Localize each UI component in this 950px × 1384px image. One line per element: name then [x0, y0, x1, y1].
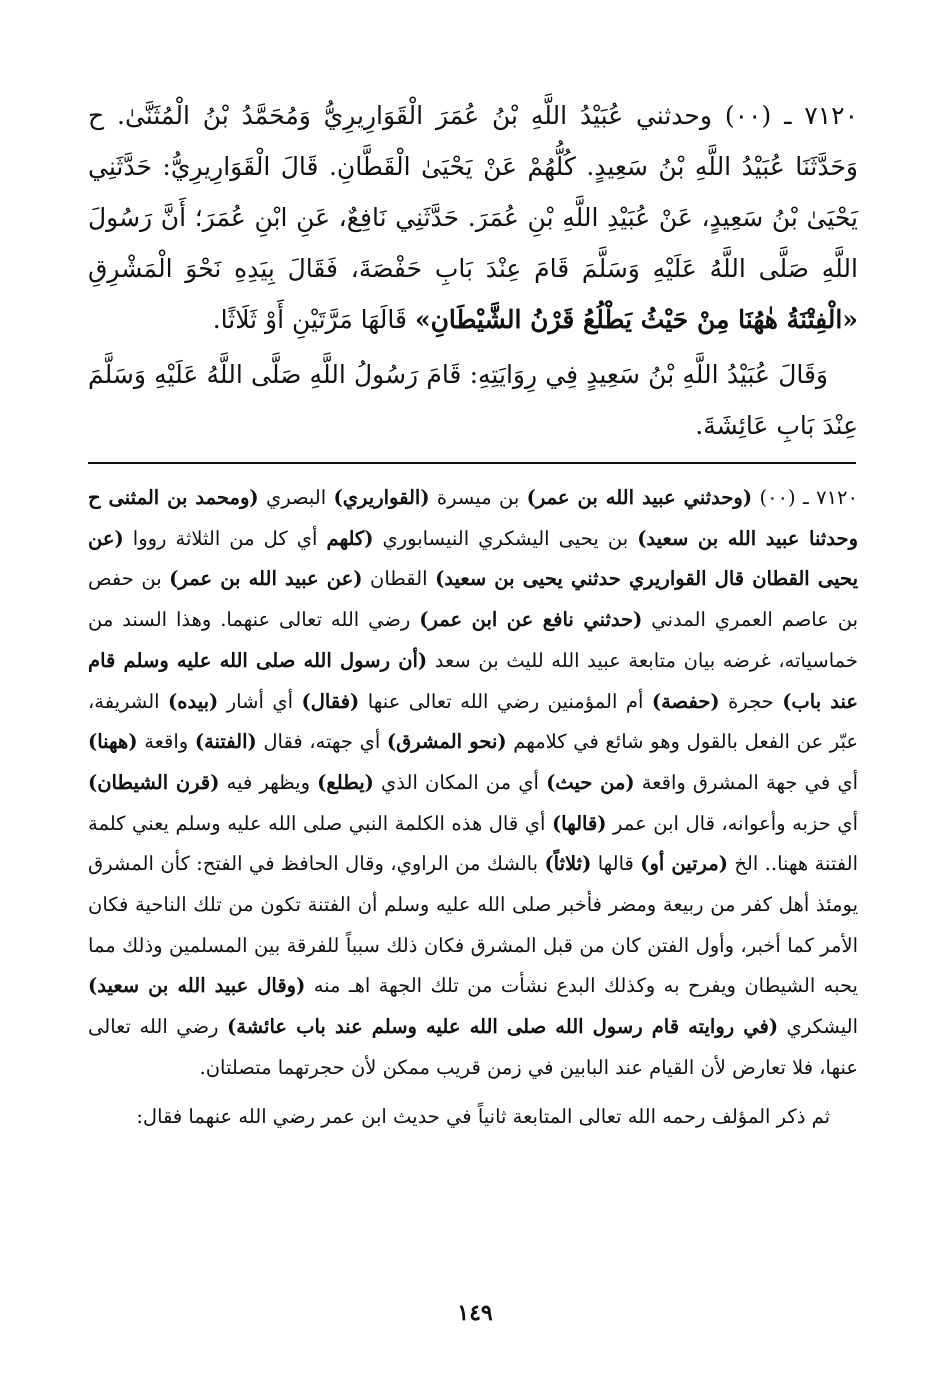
matn-section [88, 90, 858, 451]
commentary-bold-segment: (من حيث) [546, 770, 635, 794]
commentary-segment: ٧١٢٠ ـ (٠٠) [752, 486, 858, 509]
commentary-bold-segment: (فقال) [301, 689, 360, 713]
commentary-segment: قالها [591, 852, 641, 876]
hadith-isnad-text: وحدثني عُبَيْدُ اللَّهِ بْنُ عُمَرَ الْقَوَارِيرِيُّ وَمُحَمَّدُ بْنُ الْمُثَنَّىٰ. ح وَحَدَّثَنَا عُبَيْدُ اللَّهِ بْنُ سَعِيدٍ. كُلُّهُمْ عَنْ يَحْيَىٰ الْقَطَّانِ. قَالَ الْقَوَارِيرِيُّ: حَدَّثَنِي يَحْيَىٰ بْنُ سَعِيدٍ، عَنْ عُبَيْدِ اللَّهِ بْنِ عُمَرَ. حَدَّثَنِي نَافِعٌ، عَنِ ابْنِ عُمَرَ؛ أَنَّ رَسُولَ اللَّهِ صَلَّى اللَّهُ عَلَيْهِ وَسَلَّمَ قَامَ عِنْدَ بَابِ حَفْصَةَ، فَقَالَ بِيَدِهِ نَحْوَ الْمَشْرِقِ [88, 101, 858, 283]
hadith-main-paragraph [88, 90, 858, 345]
commentary-bold-segment: (نحو المشرق) [386, 730, 507, 754]
commentary-bold-segment: (ثلاثاً) [544, 852, 592, 876]
commentary-bold-segment: (حدثني نافع عن ابن عمر) [419, 608, 643, 632]
hadith-variant-paragraph: وَقَالَ عُبَيْدُ اللَّهِ بْنُ سَعِيدٍ فِي رِوَايَتِهِ: قَامَ رَسُولُ اللَّهِ صَلَّى اللَّهُ عَلَيْهِ وَسَلَّمَ عِنْدَ بَابِ عَائِشَةَ. [88, 360, 858, 440]
commentary-segment: ويظهر فيه [219, 770, 318, 794]
commentary-bold-segment: (وحدثني عبيد الله بن عمر) [526, 486, 753, 509]
commentary-bold-segment: (ههنا) [88, 730, 138, 754]
commentary-bold-segment: (ومحمد بن المثنى ح وحدثنا عبيد الله بن سعيد) [88, 486, 858, 550]
commentary-bold-segment: (عن يحيى القطان قال القواريري حدثني يحيى بن سعيد) [88, 526, 858, 591]
commentary-segment: الشريفة، عبّر عن الفعل بالقول وهو شائع في كلامهم [88, 689, 858, 754]
commentary-segment: بن حفص بن عاصم العمري المدني [88, 567, 859, 632]
commentary-section [88, 478, 858, 1137]
commentary-bold-segment: (عن عبيد الله بن عمر) [169, 567, 363, 591]
hadith-quote: «الْفِتْنَةُ هٰهُنَا مِنْ حَيْثُ يَطْلُعُ قَرْنُ الشَّيْطَانِ» [414, 305, 858, 334]
commentary-segment: أي قال هذه الكلمة النبي صلى الله عليه وسلم يعني كلمة الفتنة ههنا.. الخ [88, 811, 859, 876]
commentary-segment: أي من المكان الذي [373, 770, 547, 794]
commentary-segment: أي كل من الثلاثة رووا [123, 526, 327, 550]
commentary-bold-segment: (الفتنة) [194, 730, 257, 754]
hadith-number: ٧١٢٠ [804, 101, 858, 130]
commentary-bold-segment: (حفصة) [651, 689, 720, 713]
commentary-segment: بالشك من الراوي، وقال الحافظ في الفتح: كأن المشرق يومئذ أهل كفر من ربيعة ومضر فأخبر صلى الله عليه وسلم أن الفتنة تكون من تلك الناحية فكان الأمر كما أخبر، وأول الفتن كان من قبل المشرق فكان ذلك سبباً للفرقة بين المسلمين وذلك مما يحبه الشيطان ويفرح به وكذلك البدع نشأت من تلك الجهة اهـ منه [88, 852, 858, 998]
commentary-segment: أي في جهة المشرق واقعة [634, 770, 859, 794]
hadith-marker: (٠٠) [724, 101, 772, 130]
commentary-bold-segment: (قرن الشيطان) [88, 770, 220, 794]
commentary-bold-segment: (أن رسول الله صلى الله عليه وسلم قام عند باب) [88, 648, 858, 713]
hadith-dash: ـ [771, 101, 805, 130]
hadith-tail-text: قَالَهَا مَرَّتَيْنِ أَوْ ثَلَاثًا. [212, 305, 415, 334]
commentary-segment: اليشكري [778, 1015, 858, 1039]
commentary-segment: أي جهته، فقال [256, 730, 387, 754]
footnote-divider [88, 462, 856, 464]
commentary-bold-segment: (قالها) [551, 811, 607, 835]
closing-paragraph: ثم ذكر المؤلف رحمه الله تعالى المتابعة ثانياً في حديث ابن عمر رضي الله عنهما فقال: [136, 1104, 830, 1128]
commentary-bold-segment: (كلهم [326, 526, 374, 550]
commentary-segment: بن ميسرة [429, 486, 527, 509]
commentary-bold-segment: (بيده) [168, 689, 219, 713]
commentary-segment: البصري [258, 486, 334, 509]
commentary-paragraph [88, 478, 858, 1089]
commentary-segment: أي أشار [218, 689, 302, 713]
commentary-bold-segment: (وقال عبيد الله بن سعيد) [88, 974, 306, 998]
commentary-segment: أم المؤمنين رضي الله تعالى عنها [359, 689, 652, 713]
commentary-bold-segment: (يطلع) [317, 770, 374, 794]
commentary-segment: واقعة [137, 730, 195, 754]
commentary-segment: حجرة [719, 689, 783, 713]
commentary-bold-segment: (القواريري) [333, 486, 430, 509]
page-number: ١٤٩ [457, 1300, 493, 1326]
commentary-bold-segment: (في روايته قام رسول الله صلى الله عليه وسلم عند باب عائشة) [226, 1015, 779, 1039]
commentary-bold-segment: (مرتين أو) [640, 852, 728, 876]
commentary-segment: رضي الله تعالى عنها، فلا تعارض لأن القيام عند البابين في زمن قريب ممكن لأن حجرتهما متصلتان. [88, 1015, 858, 1079]
commentary-segment: بن يحيى اليشكري النيسابوري [373, 526, 638, 550]
commentary-segment: أي حزبه وأعوانه، قال ابن عمر [606, 811, 858, 835]
commentary-segment: القطان [362, 567, 436, 591]
commentary-segment: رضي الله تعالى عنهما. وهذا السند من خماسياته، غرضه بيان متابعة عبيد الله لليث بن سعد [88, 608, 858, 672]
